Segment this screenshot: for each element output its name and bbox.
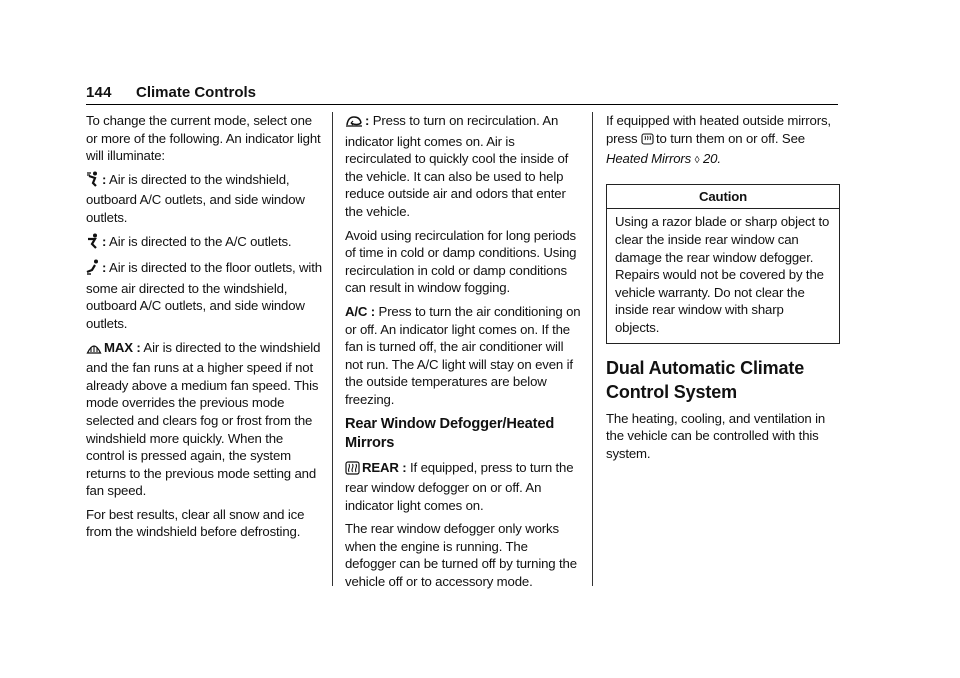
max-label: MAX : (104, 339, 141, 355)
mode-item-defrost-floor: : Air is directed to the windshield, outboard A/C outlets, and side window outlets. (86, 171, 305, 225)
mode-item-text: Air is directed to the A/C outlets. (109, 233, 292, 249)
column-1 (86, 112, 322, 547)
floor-mode-icon (86, 259, 100, 280)
max-defrost-icon (86, 341, 102, 360)
heated-mirrors-link[interactable]: Heated Mirrors (606, 151, 692, 167)
page-number: 144 (86, 84, 112, 101)
column-3 (606, 112, 840, 468)
mode-intro: To change the current mode, select one or more of the following. An indicator light will illuminate: (86, 113, 321, 164)
column-divider (332, 112, 333, 586)
mode-item-floor: : Air is directed to the floor outlets, with some air directed to the windshield, outboard A/C outlets, and side window outlets. (86, 260, 322, 331)
caution-text: Using a razor blade or sharp object to clear the inside rear window can damage the rear window defogger. Repairs would not be covered by the vehicle warranty. Do not clear the inside rear window with sharp objects. (615, 214, 830, 335)
heated-mirrors-paragraph: If equipped with heated outside mirrors, press to turn them on or off. See Heated Mirrors ◊ 20. (606, 113, 831, 167)
recirculation-item: : Press to turn on recirculation. An indicator light comes on. Air is recirculated to quickly cool the inside of the vehicle. It can also be used to help reduce outside air and odors that enter the vehicle. (345, 113, 569, 219)
ac-text: Press to turn the air conditioning on or off. An indicator light comes on. If the fan is turned off, the air conditioner will not run. The A/C light will stay on even if the outside temperatures are below freezing. (345, 303, 581, 407)
rear-defog-text: If equipped, press to turn the rear window defogger on or off. An indicator light comes on. (345, 459, 574, 513)
mode-item-vent: : Air is directed to the A/C outlets. (86, 233, 322, 254)
recirculation-icon (345, 115, 363, 133)
rear-defog-item (345, 459, 581, 515)
page-ref-arrow-icon: ◊ (694, 155, 700, 167)
column-divider (592, 112, 593, 586)
defrost-floor-mode-icon (86, 171, 100, 192)
column-2 (345, 112, 581, 597)
defogger-note: The rear window defogger only works when the engine is running. The defogger can be turned off by turning the vehicle off or to accessory mode. (345, 521, 577, 590)
rear-label: REAR : (362, 459, 407, 475)
page-header (86, 84, 838, 105)
vent-mode-icon (86, 233, 100, 254)
ac-item (345, 303, 581, 409)
mode-item-text: Air is directed to the windshield, outboard A/C outlets, and side window outlets. (86, 171, 305, 225)
heated-mirrors-page[interactable]: 20 (702, 151, 718, 167)
defrost-tip: For best results, clear all snow and ice from the windshield before defrosting. (86, 506, 305, 540)
heated-mirror-icon (641, 133, 654, 151)
dual-climate-heading: Dual Automatic Climate Control System (606, 357, 805, 402)
section-title: Climate Controls (136, 84, 257, 101)
recirculation-text: Press to turn on recirculation. An indicator light comes on. Air is recirculated to quickly cool the inside of the vehicle. It can also be used to help reduce outside air and odors that enter the vehicle. (345, 113, 569, 219)
caution-title: Caution (607, 185, 839, 210)
mode-item-text: Air is directed to the windshield and the fan runs at a higher speed if not already above a medium fan speed. This mode overrides the previous mode selected and clears fog or frost from the windshield more quickly. When the control is pressed again, the system returns to the previous mode setting and fan speed. (86, 339, 321, 499)
recirculation-note: Avoid using recirculation for long periods of time in cold or damp conditions. Using recirculation in cold or damp conditions can result in window fogging. (345, 227, 577, 296)
rear-defog-icon (345, 461, 360, 480)
mode-item-max (86, 339, 322, 500)
caution-box (606, 184, 840, 344)
ac-label: A/C : (345, 303, 376, 319)
mode-item-text: Air is directed to the floor outlets, with some air directed to the windshield, outboard A/C outlets, and side window outlets. (86, 260, 322, 331)
defogger-heading: Rear Window Defogger/Heated Mirrors (345, 415, 555, 451)
dual-climate-text: The heating, cooling, and ventilation in the vehicle can be controlled with this system. (606, 410, 826, 461)
